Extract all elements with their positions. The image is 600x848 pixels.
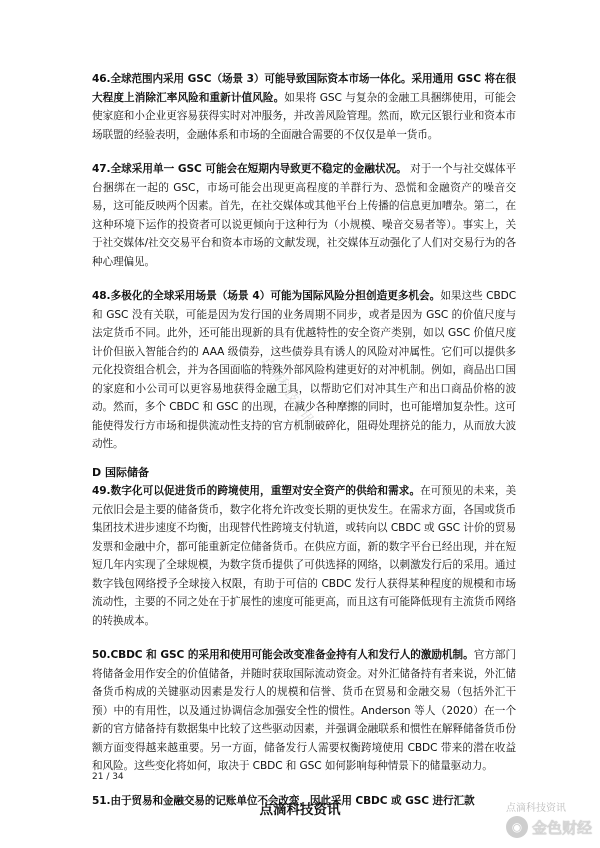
- footer-title: 点滴科技资讯: [259, 802, 341, 818]
- paragraph-50-heading: 50.CBDC 和 GSC 的采用和使用可能会改变准备金持有人和发行人的激励机制。: [92, 649, 474, 661]
- brand-logo-icon: ◉: [506, 816, 528, 838]
- page-content: [92, 70, 516, 826]
- paragraph-47: [92, 160, 516, 271]
- watermark-small-text: 点滴科技资讯: [506, 803, 566, 814]
- paragraph-49-heading: 49.数字化可以促进货币的跨境使用，重塑对安全资产的供给和需求。: [92, 485, 421, 497]
- watermark-brand-text: 金色财经: [531, 818, 592, 837]
- paragraph-46: [92, 70, 516, 144]
- watermark-brand: [506, 814, 592, 840]
- paragraph-50: [92, 646, 516, 776]
- paragraph-46-body: 如果将 GSC 与复杂的金融工具捆绑使用，可能会使家庭和小企业更容易获得实时对冲服务，并改善风险管理。然而，欧元区银行业和资本市场联盟的经验表明，金融体系和市场的全面融合需要的不仅仅是单一货币。: [92, 91, 516, 141]
- paragraph-50-body: 官方部门将储备金用作安全的价值储备，并随时获取国际流动资金。对外汇储备持有者来说，外汇储备货币构成的关键驱动因素是发行人的规模和信誉、货币在贸易和金融交易（包括外汇干预）中的有用性，以及通过协调信念加强安全性的惯性。Anderson 等人（2020）在一个新的官方储备持有数据集中比较了这些驱动因素，并强调金融联系和惯性在解释储备货币份额方面变得越来越重要。另一方面，储备发行人需要权衡跨境使用 CBDC 带来的潜在收益和风险。这些变化将如何，取决于 CBDC 和 GSC 如何影响每种情景下的储量驱动力。: [92, 649, 516, 772]
- paragraph-51-heading: 51.由于贸易和金融交易的记账单位不会改变，因此采用 CBDC 或 GSC 进行汇款: [92, 794, 475, 807]
- page-number: 21 / 34: [92, 772, 124, 782]
- section-title: D 国际储备: [92, 465, 149, 479]
- paragraph-49: [92, 482, 516, 630]
- paragraph-48-heading: 48.多极化的全球采用场景（场景 4）可能为国际风险分担创造更多机会。: [92, 290, 441, 302]
- paragraph-46-heading: 46.全球范围内采用 GSC（场景 3）可能导致国际资本市场一体化。采用通用 GSC 将在很大程度上消除汇率风险和重新计值风险。: [92, 73, 516, 104]
- faint-watermark: 点滴科技资讯: [258, 354, 316, 427]
- paragraph-47-body: 对于一个与社交媒体平台捆绑在一起的 GSC，市场可能会出现更高程度的羊群行为、恐慌和金融资产的噪音交易，这可能反映两个因素。首先，在社交媒体或其他平台上传播的信息更加嘈杂。第二，在这种环境下运作的投资者可以说更倾向于这种行为（小规模、噪音交易者等）。事实上，关于社交媒体/社交交易平台和资本市场的文献发现，社交媒体互动强化了人们对交易行为的各种心理偏见。: [92, 163, 516, 268]
- paragraph-47-heading: 47.全球采用单一 GSC 可能会在短期内导致更不稳定的金融状况。: [92, 163, 407, 175]
- paragraph-48: [92, 287, 516, 454]
- paragraph-49-body: 在可预见的未来，美元依旧会是主要的储备货币，数字化将允许改变长期的更快发生。在需求方面，各国或货币集团技术进步速度不均衡，出现替代性跨境支付轨道，或转向以 CBDC 或 GSC 计价的贸易发票和金融中介，都可能重新定位储备货币。在供应方面，新的数字平台已经出现，并在短短几年内实现了全球规模，为数字货币提供了可供选择的网络，以刺激发行后的采用。通过数字钱包网络授予全球接入权限，有助于可信的 CBDC 发行人获得某种程度的规模和市场流动性，主要的不同之处在于扩展性的速度可能更高，而且这有可能降低现有主流货币网络的转换成本。: [92, 485, 516, 627]
- paragraph-48-body: 如果这些 CBDC 和 GSC 没有关联，可能是因为发行国的业务周期不同步，或者是因为 GSC 的价值尺度与法定货币不同。此外，还可能出现新的具有优越特性的安全资产类别，如以 GSC 价值尺度计价但嵌入智能合约的 AAA 级债券，这些债券具有诱人的风险对冲属性。它们可以提供多元化投资组合机会，并为各国面临的特殊外部风险构建更好的对冲机制。例如，商品出口国的家庭和小公司可以更容易地获得金融工具，以帮助它们对冲其生产和出口商品价格的波动。然而，多个 CBDC 和 GSC 的出现，在减少各种摩擦的同时，也可能增加复杂性。这可能使得发行方市场和提供流动性支持的官方机制破碎化，阻碍处理挤兑的能力，从而放大波动性。: [92, 290, 517, 450]
